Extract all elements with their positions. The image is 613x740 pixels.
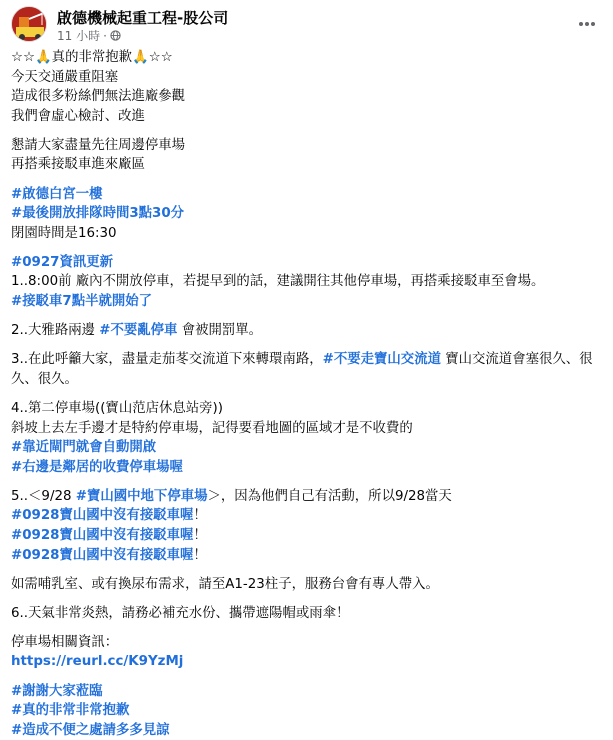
hashtag-link[interactable]: #造成不便之處請多多見諒 (11, 722, 170, 738)
hashtag-link[interactable]: #0928寶山國中沒有接駁車喔 (11, 527, 194, 543)
globe-icon[interactable] (110, 30, 121, 41)
hashtag-link[interactable]: #不要走寶山交流道 (322, 352, 441, 368)
hashtag-link[interactable]: #接駁車7點半就開始了 (11, 294, 153, 310)
post-time[interactable]: 11 小時 (57, 29, 101, 43)
hashtag-link[interactable]: #不要亂停車 (99, 323, 178, 339)
text-segment: 寶山交流道會塞很久、很久、很久。 (11, 352, 593, 387)
exclamation: ！ (193, 527, 207, 543)
meta-separator: · (103, 28, 107, 43)
text-line: 1..8:00前 廠內不開放停車，若提早到的話，建議開往其他停車場，再搭乘接駁車至會場。 (11, 274, 545, 290)
hashtag-link[interactable]: #靠近閘門就會自動開啟 (11, 440, 157, 456)
text-line: 閉園時間是16:30 (11, 225, 117, 241)
hashtag-link[interactable]: #最後開放排隊時間3點30分 (11, 206, 185, 222)
more-options-button[interactable] (573, 10, 601, 38)
text-line: 今天交通嚴重阻塞 (11, 69, 119, 85)
text-line: 如需哺乳室、或有換尿布需求，請至A1-23柱子，服務台會有專人帶入。 (11, 576, 439, 592)
text-line: 6..天氣非常炎熱，請務必補充水份、攜帶遮陽帽或雨傘！ (11, 605, 350, 621)
post-meta (57, 27, 121, 44)
more-options-icon (578, 21, 596, 27)
hashtag-link[interactable]: #啟德白宮一樓 (11, 186, 103, 202)
text-line: 停車場相關資訊： (11, 634, 119, 650)
exclamation: ！ (193, 547, 207, 563)
page-name[interactable]: 啟德機械起重工程-股公司 (57, 9, 229, 27)
text-segment: 5..＜9/28 (11, 488, 76, 504)
text-line: 4..第二停車場((寶山范店休息站旁)) (11, 400, 224, 416)
parking-info-link[interactable]: https://reurl.cc/K9YzMj (11, 654, 184, 670)
hashtag-link[interactable]: #0927資訊更新 (11, 254, 114, 270)
text-line: 懇請大家盡量先往周邊停車場 (11, 137, 186, 153)
hashtag-link[interactable]: #真的非常非常抱歉 (11, 703, 130, 719)
post-header (11, 6, 601, 42)
hashtag-link[interactable]: #0928寶山國中沒有接駁車喔 (11, 508, 194, 524)
company-logo-icon (12, 7, 47, 42)
exclamation: ！ (193, 508, 207, 524)
hashtag-link[interactable]: #寶山國中地下停車場 (75, 488, 208, 504)
text-line: 再搭乘接駁車進來廠區 (11, 157, 145, 173)
text-line: 我們會虛心檢討、改進 (11, 108, 145, 124)
hashtag-link[interactable]: #0928寶山國中沒有接駁車喔 (11, 547, 194, 563)
text-line: 斜坡上去左手邊才是特約停車場，記得要看地圖的區域才是不收費的 (11, 420, 413, 436)
hashtag-link[interactable]: #謝謝大家蒞臨 (11, 683, 103, 699)
text-segment: 3..在此呼籲大家，盡量走茄苳交流道下來轉環南路， (11, 352, 323, 368)
text-segment: ＞，因為他們自己有活動，所以9/28當天 (207, 488, 452, 504)
text-line: 造成很多粉絲們無法進廠參觀 (11, 89, 186, 105)
hashtag-link[interactable]: #右邊是鄰居的收費停車場喔 (11, 459, 183, 475)
text-line: ☆☆🙏真的非常抱歉🙏☆☆ (11, 50, 173, 65)
post-body (11, 48, 603, 740)
text-segment: 2..大雅路兩邊 (11, 323, 100, 339)
text-segment: 會被開罰單。 (177, 323, 263, 339)
avatar[interactable] (11, 6, 47, 42)
